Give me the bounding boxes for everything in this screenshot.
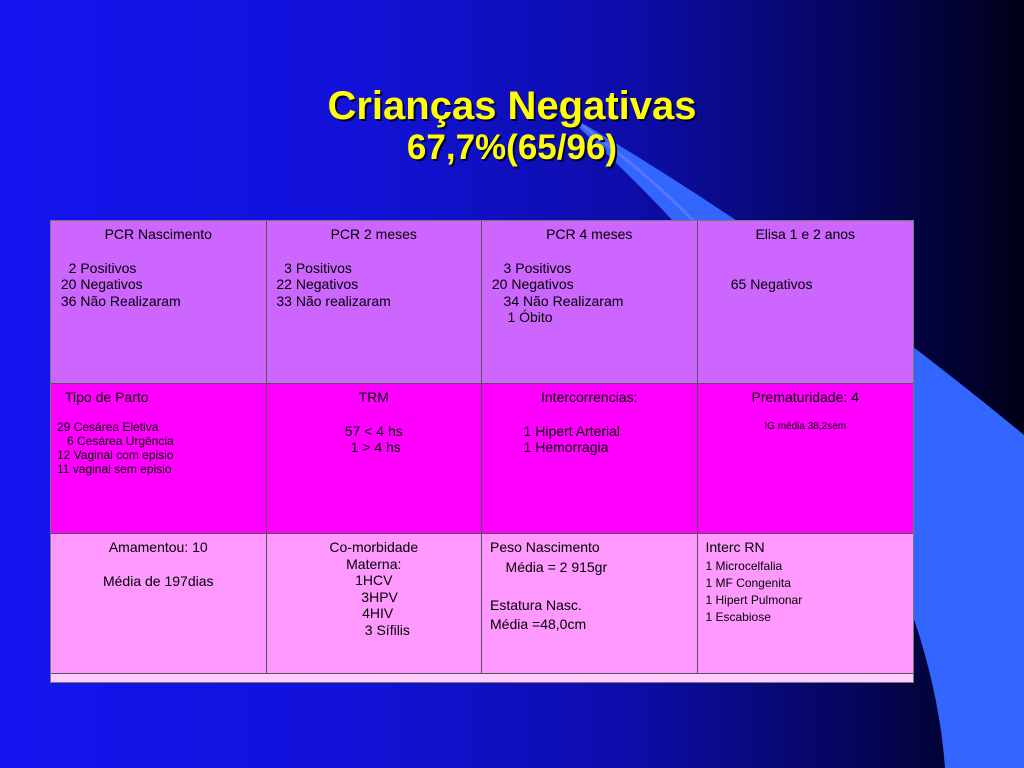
cell-peso-nascimento (482, 534, 698, 674)
cell-pcr-nascimento (51, 221, 267, 384)
cell-header: Prematuridade: 4 (751, 389, 859, 405)
cell-header: Peso Nascimento (490, 539, 600, 555)
cell-amamentou (51, 534, 267, 674)
cell-body: 3 Positivos 20 Negativos 34 Não Realizaram 1 Óbito (491, 259, 624, 325)
cell-intercorrencias (482, 384, 698, 534)
cell-elisa (698, 221, 914, 384)
cell-body: 2 Positivos 20 Negativos 36 Não Realizaram (60, 259, 181, 309)
cell-body: 29 Cesárea Eletiva 6 Cesárea Urgência 12 Vaginal com episio 11 vaginal sem episio (57, 419, 174, 476)
cell-header: Tipo de Parto (65, 389, 149, 405)
cell-header: Intercorrencias: (541, 389, 638, 405)
cell-body: IG média 38,2sem (764, 420, 847, 432)
title-block (0, 84, 1024, 168)
cell-body: Materna: 1HCV 3HPV 4HIV 3 Sífilis (346, 555, 410, 638)
data-table (50, 220, 914, 683)
cell-body: Média de 197dias (102, 572, 214, 589)
cell-body: 1 Hipert Arterial 1 Hemorragia (523, 422, 621, 455)
cell-header: Interc RN (705, 539, 765, 555)
cell-header: PCR 4 meses (546, 226, 633, 242)
cell-co-morbidade (267, 534, 483, 674)
cell-header: Co-morbidade (329, 539, 419, 555)
cell-header: TRM (358, 389, 389, 405)
cell-header: PCR Nascimento (104, 226, 212, 242)
table-row (51, 221, 913, 384)
cell-body: 3 Positivos 22 Negativos 33 Não realizaram (276, 259, 391, 309)
cell-prematuridade (698, 384, 914, 534)
table-row (51, 534, 913, 674)
cell-header: PCR 2 meses (330, 226, 417, 242)
slide-title: Crianças Negativas (327, 84, 697, 128)
slide-subtitle: 67,7%(65/96) (406, 128, 618, 167)
cell-pcr-4-meses (482, 221, 698, 384)
cell-header: Amamentou: 10 (108, 539, 208, 555)
cell-body: 57 < 4 hs 1 > 4 hs (344, 422, 403, 455)
cell-pcr-2-meses (267, 221, 483, 384)
table-row (51, 384, 913, 534)
cell-header: Elisa 1 e 2 anos (755, 226, 856, 242)
cell-tipo-de-parto (51, 384, 267, 534)
cell-body: 1 Microcelfalia 1 MF Congenita 1 Hipert Pulmonar 1 Escabiose (705, 558, 803, 624)
cell-body: Média = 2 915gr Estatura Nasc. Média =48,0cm (490, 558, 608, 632)
cell-interc-rn (698, 534, 914, 674)
cell-body: 65 Negativos (730, 276, 813, 292)
cell-trm (267, 384, 483, 534)
